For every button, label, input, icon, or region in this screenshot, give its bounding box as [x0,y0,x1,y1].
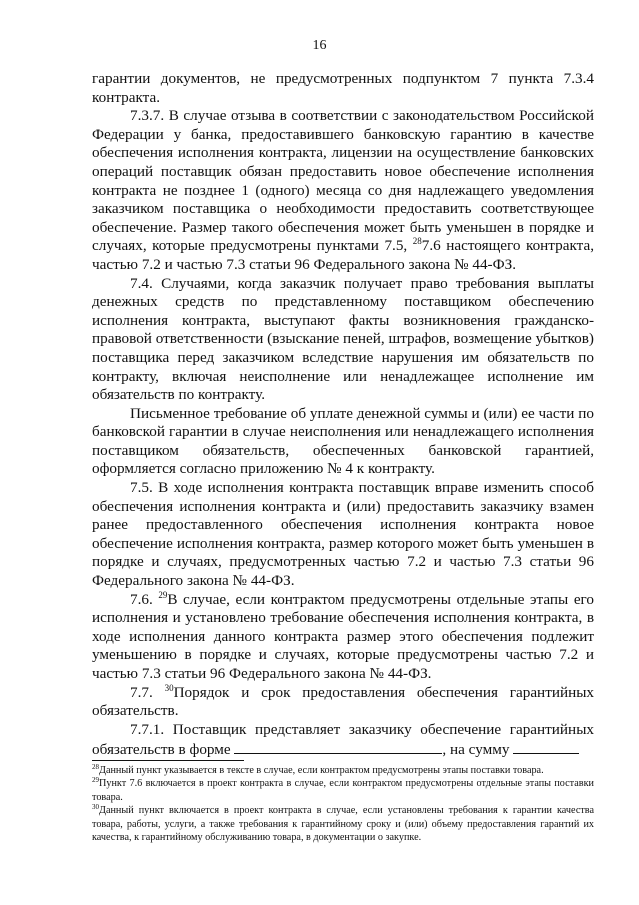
paragraph-text: Порядок и срок предоставления обеспечения гарантийных обязательств. [92,683,595,720]
footnote-number: 30 [92,803,99,812]
paragraph-text: 7.7.1. Поставщик представляет заказчику обеспечение гарантийных обязательств в форме [92,720,594,759]
paragraph-7-4 [92,275,594,405]
footnote-ref-30[interactable]: 30 [164,682,174,693]
paragraph-text: гарантии документов, не предусмотренных подпунктом 7 пункта 7.3.4 контракта. [92,70,594,106]
paragraph-7-6 [92,591,594,684]
paragraph-text: 7.3.7. В случае отзыва в соответствии с законодательством Российской Федерации у банка, предоставившего банковскую гарантию в качестве обеспечения исполнения контракта, лицензии на осуществление банковских операций поставщик обязан предоставить новое обеспечение исполнения контракта не позднее 1 (одного) месяца со дня надлежащего уведомления заказчиком поставщика о необходимости предоставить соответствующее обеспечение. Размер такого обеспечения может быть уменьшен в порядке и случаях, которые предусмотрены пунктами 7.5, [92,107,594,255]
footnote-separator [92,760,244,761]
paragraph-7-3-7 [92,107,594,274]
paragraph-text: 7.4. Случаями, когда заказчик получает право требования выплаты денежных средств по представленному поставщиком обеспечению исполнения контракта, выступают факты возникновения гражданско-правовой ответственности (взыскание пеней, штрафов, возмещение убытков) поставщика перед заказчиком вследствие нарушения им обязательств по контракту, включая неисполнение или ненадлежащее исполнение им обязательств по контракту. [92,274,594,404]
footnote-28 [92,764,594,777]
document-body [92,70,594,760]
footnote-number: 28 [92,763,99,771]
paragraph-7-5 [92,479,594,591]
page-number: 16 [312,38,327,53]
footnote-29 [92,777,594,804]
paragraph-text: 7.5. В ходе исполнения контракта поставщик вправе изменить способ обеспечения исполнения контракта и (или) предоставить заказчику взамен ранее предоставленного обеспечения исполнения контракта новое обеспечение исполнения контракта, размер которого может быть уменьшен в порядке и случаях, предусмотренных частью 7.2 и частью 7.3 статьи 96 Федерального закона № 44-ФЗ. [92,479,594,590]
footnote-text: Данный пункт указывается в тексте в случае, если контрактом предусмотрены этапы поставки товара. [99,765,544,776]
footnote-ref-29[interactable]: 29 [158,589,168,600]
paragraph-written-demand [92,405,594,479]
paragraph-text: Письменное требование об уплате денежной суммы и (или) ее части по банковской гарантии в случае неисполнения или ненадлежащего исполнения поставщиком обязательств, обеспеченных банковской гарантией, оформляется согласно приложению № 4 к контракту. [92,404,594,478]
guarantee-amount-blank[interactable] [513,739,579,754]
paragraph-text: , на сумму [442,741,510,759]
footnote-text: Данный пункт включается в проект контракта в случае, если установлены требования к гарантии качества товара, работы, услуги, а также требования к гарантийному сроку и (или) объему предоставления гарантий их качества, к гарантийному обслуживанию товара, в документации о закупке. [92,805,594,844]
footnotes [92,764,594,844]
paragraph-number: 7.6. [130,590,153,608]
paragraph-text: 7.6 настоящего контракта, частью 7.2 и частью 7.3 статьи 96 Федерального закона № 44-ФЗ. [92,237,595,273]
guarantee-form-blank[interactable] [234,739,442,754]
footnote-ref-28[interactable]: 28 [412,236,422,247]
paragraph-text: В случае, если контрактом предусмотрены отдельные этапы его исполнения и установлено требование обеспечения исполнения контракта, в ходе исполнения данного контракта размер этого обеспечения подлежит уменьшению в порядке и случаях, которые предусмотрены частью 7.2 и частью 7.3 статьи 96 Федерального закона № 44-ФЗ. [92,590,595,682]
footnote-number: 29 [92,776,99,785]
paragraph-continuation [92,70,594,107]
paragraph-7-7 [92,684,594,721]
footnote-text: Пункт 7.6 включается в проект контракта в случае, если контрактом предусмотрены отдельные этапы поставки товара. [92,778,594,803]
paragraph-7-7-1 [92,721,594,760]
paragraph-number: 7.7. [130,683,153,701]
footnote-30 [92,804,594,844]
